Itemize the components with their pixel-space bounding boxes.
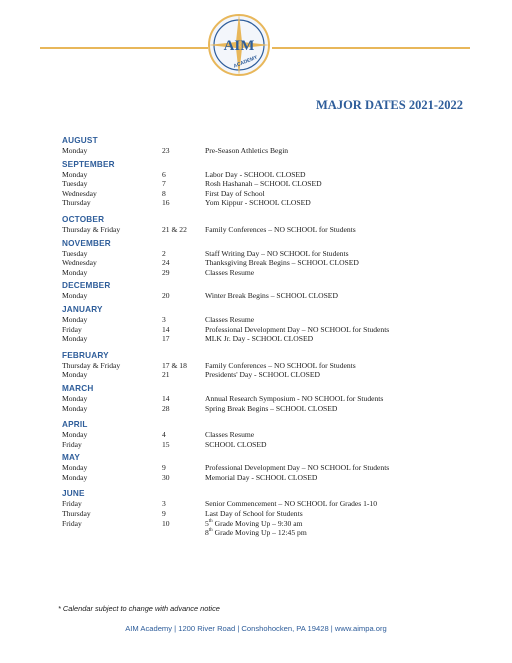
ordinal-suffix: th [208,528,213,534]
month-section-november [62,239,482,278]
day-of-week: Friday [62,518,82,528]
event-description [205,249,349,259]
date-row [62,189,482,199]
date-row [62,528,482,538]
event-description [205,519,303,529]
date-number: 3 [162,499,166,509]
day-of-week: Monday [62,291,88,301]
date-number: 29 [162,267,170,277]
page-header [0,0,512,90]
event-description [205,361,356,371]
event-text: Labor Day - SCHOOL CLOSED [205,169,306,179]
month-heading: DECEMBER [62,281,111,291]
date-number: 7 [162,179,166,189]
date-row [62,404,482,414]
header-rule-left [40,47,208,49]
day-of-week: Wednesday [62,188,97,198]
date-row [62,463,482,473]
event-text: Senior Commencement – NO SCHOOL for Grades 1-10 [205,499,378,509]
month-heading: NOVEMBER [62,238,111,248]
date-number: 30 [162,472,170,482]
date-row [62,325,482,335]
page-footer: AIM Academy | 1200 River Road | Conshohocken, PA 19428 | www.aimpa.org [125,624,387,633]
event-description [205,258,359,268]
event-text: Annual Research Symposium - NO SCHOOL for Students [205,393,384,403]
event-description [205,291,338,301]
date-number: 9 [162,509,166,519]
event-text: Thanksgiving Break Begins – SCHOOL CLOSED [205,258,359,268]
event-description [205,499,377,509]
day-of-week: Tuesday [62,179,88,189]
day-of-week: Tuesday [62,248,88,258]
event-text: MLK Jr. Day - SCHOOL CLOSED [205,334,314,344]
section-gap [62,482,482,489]
day-of-week: Monday [62,146,88,155]
day-of-week: Thursday [62,198,91,208]
date-number: 16 [162,198,170,208]
day-of-week: Friday [62,499,82,509]
event-text: Staff Writing Day – NO SCHOOL for Students [205,248,349,258]
event-description [205,179,322,189]
date-number: 21 [162,370,170,380]
event-text: Last Day of School for Students [205,509,303,519]
date-row [62,170,482,180]
month-heading: JUNE [62,489,85,499]
day-of-week: Monday [62,393,88,403]
event-description [205,268,254,278]
date-row [62,509,482,519]
date-number: 4 [162,430,166,440]
event-description [205,463,389,473]
date-row [62,519,482,529]
event-text-rest: Grade Moving Up – 9:30 am [212,518,303,528]
date-number: 20 [162,291,170,301]
day-of-week: Monday [62,430,88,440]
day-of-week: Thursday & Friday [62,224,121,234]
page-title: MAJOR DATES 2021-2022 [316,98,463,112]
section-gap [62,344,482,351]
month-section-february [62,351,482,380]
calendar-note: * Calendar subject to change with advance notice [58,604,220,613]
month-heading: FEBRUARY [62,350,109,360]
month-heading: JANUARY [62,304,103,314]
major-dates-list [62,136,482,538]
event-text: 8 [205,528,209,538]
date-row [62,473,482,483]
date-row [62,394,482,404]
event-text-rest: Grade Moving Up – 12:45 pm [212,528,307,538]
date-number: 17 [162,334,170,344]
event-text: Winter Break Begins – SCHOOL CLOSED [205,291,338,301]
event-text: Pre-Season Athletics Begin [205,146,289,155]
event-text: Memorial Day - SCHOOL CLOSED [205,472,318,482]
event-text: First Day of School [205,188,265,198]
date-number: 8 [162,188,166,198]
day-of-week: Monday [62,370,88,380]
section-gap [62,413,482,420]
aim-academy-logo [206,12,272,78]
date-row [62,361,482,371]
section-gap [62,208,482,215]
month-heading: AUGUST [62,136,98,145]
date-row [62,179,482,189]
date-number: 28 [162,403,170,413]
event-text: Classes Resume [205,314,255,324]
month-heading: MARCH [62,383,94,393]
event-text: Professional Development Day – NO SCHOOL for Students [205,324,390,334]
date-row [62,370,482,380]
month-heading: APRIL [62,420,88,430]
event-text: Yom Kippur - SCHOOL CLOSED [205,198,311,208]
event-description [205,146,288,156]
event-description [205,334,313,344]
day-of-week: Monday [62,463,88,473]
event-text: Spring Break Begins – SCHOOL CLOSED [205,403,338,413]
month-heading: OCTOBER [62,214,105,224]
event-description [205,370,320,380]
event-text: Classes Resume [205,430,255,440]
date-number: 23 [162,146,170,155]
event-text: Professional Development Day – NO SCHOOL for Students [205,463,390,473]
day-of-week: Monday [62,267,88,277]
date-row [62,198,482,208]
month-section-march [62,384,482,413]
date-row [62,430,482,440]
date-number: 10 [162,518,170,528]
day-of-week: Monday [62,169,88,179]
event-text: Rosh Hashanah – SCHOOL CLOSED [205,179,322,189]
day-of-week: Wednesday [62,258,97,268]
event-description [205,325,389,335]
month-heading: SEPTEMBER [62,159,115,169]
date-row [62,268,482,278]
event-text: Family Conferences – NO SCHOOL for Students [205,360,356,370]
event-description [205,225,356,235]
date-number: 21 & 22 [162,224,187,234]
event-description [205,394,383,404]
month-heading: MAY [62,453,81,463]
date-number: 6 [162,169,166,179]
event-text: Family Conferences – NO SCHOOL for Students [205,224,356,234]
date-number: 17 & 18 [162,360,187,370]
day-of-week: Friday [62,439,82,449]
date-number: 15 [162,439,170,449]
date-number: 24 [162,258,170,268]
month-section-october [62,215,482,235]
day-of-week: Monday [62,314,88,324]
date-row [62,258,482,268]
event-description [205,198,311,208]
date-row [62,291,482,301]
event-description [205,430,254,440]
day-of-week: Thursday & Friday [62,360,121,370]
date-row [62,249,482,259]
date-number: 2 [162,248,166,258]
date-number: 9 [162,463,166,473]
event-description [205,189,265,199]
ordinal-suffix: th [208,518,213,524]
month-section-september [62,160,482,208]
header-rule-right [272,47,470,49]
svg-text:AIM: AIM [223,38,255,54]
svg-text:ACADEMY: ACADEMY [232,54,259,70]
month-section-june [62,489,482,537]
event-description [205,315,254,325]
month-section-april [62,420,482,449]
day-of-week: Thursday [62,509,91,519]
date-number: 14 [162,393,170,403]
date-row [62,315,482,325]
event-description [205,404,337,414]
event-description [205,440,267,450]
date-row [62,440,482,450]
day-of-week: Monday [62,403,88,413]
event-description [205,170,306,180]
date-row [62,225,482,235]
month-section-december [62,281,482,301]
event-description [205,509,303,519]
day-of-week: Monday [62,472,88,482]
date-row [62,334,482,344]
event-text: Presidents' Day - SCHOOL CLOSED [205,370,320,380]
month-section-august [62,136,482,156]
event-description [205,473,317,483]
day-of-week: Monday [62,334,88,344]
event-text: 5 [205,518,209,528]
date-number: 3 [162,314,166,324]
date-row [62,146,482,156]
month-section-may [62,453,482,482]
event-text: Classes Resume [205,267,255,277]
event-description [205,528,307,538]
month-section-january [62,305,482,344]
day-of-week: Friday [62,324,82,334]
date-number: 14 [162,324,170,334]
date-row [62,499,482,509]
event-text: SCHOOL CLOSED [205,439,267,449]
